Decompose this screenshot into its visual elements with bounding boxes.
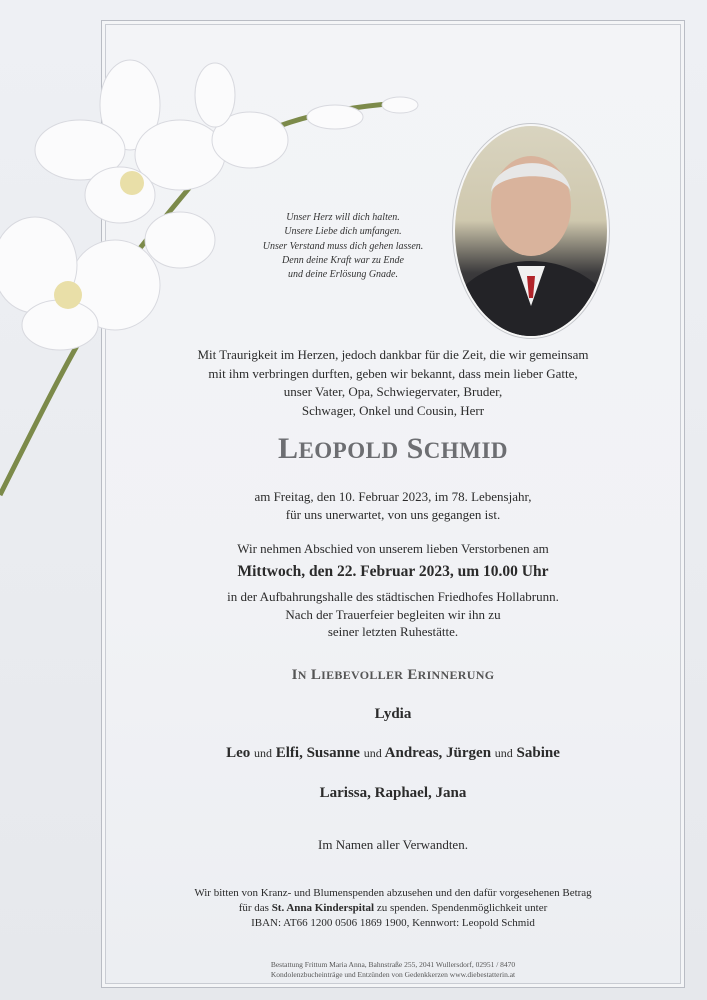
place-line: in der Aufbahrungshalle des städtischen Friedhofes Hollabrunn. bbox=[227, 589, 559, 604]
heading-initial: E bbox=[407, 667, 418, 683]
donation-line: IBAN: AT66 1200 0506 1869 1900, Kennwort: Leopold Schmid bbox=[251, 917, 535, 929]
footer-line: Bestattung Frittum Maria Anna, Bahnstraße 255, 2041 Wullersdorf, 02951 / 8470 bbox=[270, 960, 516, 969]
memory-heading bbox=[101, 667, 685, 684]
intro-line: Schwager, Onkel und Cousin, Herr bbox=[301, 402, 485, 418]
announcement-text bbox=[101, 346, 685, 420]
quote-line: Unser Herz will dich halten. bbox=[286, 212, 400, 223]
death-notice bbox=[101, 488, 685, 524]
heading-rest: N bbox=[297, 668, 307, 682]
heading-initial: I bbox=[291, 667, 298, 683]
quote-line: und deine Erlösung Gnade. bbox=[288, 269, 398, 281]
family-names: Leo bbox=[226, 745, 251, 761]
farewell-text: Wir nehmen Abschied von unserem lieben Verstorbenen am bbox=[237, 541, 549, 556]
footer bbox=[101, 960, 685, 980]
death-line: für uns unerwartet, von uns gegangen ist. bbox=[285, 507, 501, 522]
place-line: seiner letzten Ruhestätte. bbox=[327, 624, 459, 639]
intro-line: Mit Traurigkeit im Herzen, jedoch dankbar für die Zeit, die wir gemeinsam bbox=[197, 347, 589, 362]
memorial-quote bbox=[253, 211, 433, 282]
name-initial: S bbox=[406, 432, 424, 465]
name-rest: EOPOLD bbox=[298, 438, 399, 463]
family-conjunction: und bbox=[363, 746, 382, 760]
heading-initial: L bbox=[310, 667, 322, 683]
intro-line: mit ihm verbringen durften, geben wir bekannt, dass mein lieber Gatte, bbox=[208, 365, 578, 381]
heading-rest: RINNERUNG bbox=[417, 668, 495, 682]
family-names: Sabine bbox=[516, 745, 560, 761]
family-conjunction: und bbox=[254, 746, 272, 760]
family-row bbox=[101, 745, 685, 762]
place-line: Nach der Trauerfeier begleiten wir ihn zu bbox=[285, 606, 501, 622]
deceased-name bbox=[101, 432, 685, 466]
family-names: Andreas, Jürgen bbox=[384, 745, 492, 761]
name-initial: L bbox=[277, 432, 299, 465]
donation-line bbox=[101, 901, 685, 916]
quote-line: Denn deine Kraft war zu Ende bbox=[282, 254, 404, 266]
family-conjunction: und bbox=[494, 746, 513, 760]
portrait-photo bbox=[455, 126, 607, 336]
intro-line: unser Vater, Opa, Schwiegervater, Bruder, bbox=[283, 384, 503, 399]
family-row: Larissa, Raphael, Jana bbox=[319, 785, 467, 801]
charity-name: St. Anna Kinderspital bbox=[271, 902, 375, 914]
quote-line: Unsere Liebe dich umfangen. bbox=[284, 226, 402, 238]
funeral-date: Mittwoch, den 22. Februar 2023, um 10.00 Uhr bbox=[237, 563, 549, 580]
heading-rest: IEBEVOLLER bbox=[321, 668, 404, 682]
donation-text: für das bbox=[238, 902, 269, 914]
donation-note bbox=[101, 886, 685, 931]
all-relatives-text: Im Namen aller Verwandten. bbox=[318, 837, 468, 852]
footer-line: Kondolenzbucheinträge und Entzünden von Gedenkkerzen www.diebestatterin.at bbox=[270, 970, 516, 979]
donation-text: zu spenden. Spendenmöglichkeit unter bbox=[376, 902, 548, 914]
quote-line: Unser Verstand muss dich gehen lassen. bbox=[262, 240, 424, 252]
death-line: am Freitag, den 10. Februar 2023, im 78. Lebensjahr, bbox=[254, 489, 532, 504]
donation-line: Wir bitten von Kranz- und Blumenspenden abzusehen und den dafür vorgesehenen Betrag bbox=[194, 887, 592, 899]
family-names: Elfi, Susanne bbox=[275, 745, 360, 761]
funeral-place bbox=[101, 588, 685, 641]
name-rest: CHMID bbox=[423, 438, 509, 463]
family-row: Lydia bbox=[374, 706, 412, 722]
